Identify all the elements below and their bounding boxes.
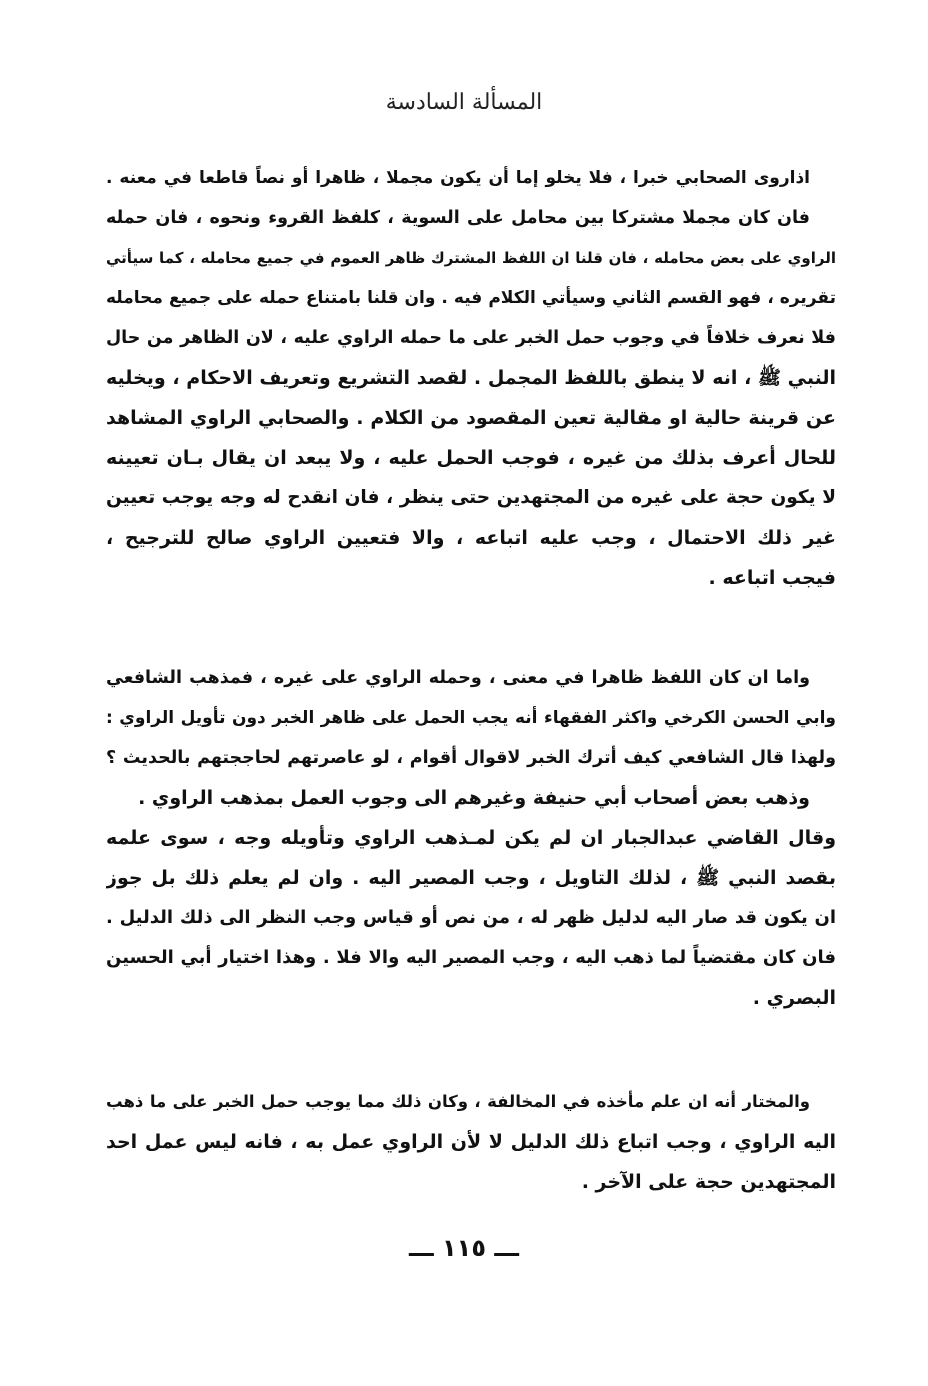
text-line: فان كان مقتضياً لما ذهب اليه ، وجب المصير اليه والا فلا . وهذا اختيار أبي الحسين [106,947,836,968]
text-line: ولهذا قال الشافعي كيف أترك الخبر لاقوال أقوام ، لو عاصرتهم لحاججتهم بالحديث ؟ [106,748,836,768]
text-line: والمختار أنه ان علم مأخذه في المخالفة ، وكان ذلك مما يوجب حمل الخبر على ما ذهب [106,1092,810,1111]
paragraph-3 [106,1082,836,1202]
text-line: وابي الحسن الكرخي واكثر الفقهاء أنه يجب الحمل على ظاهر الخبر دون تأويل الراوي : [106,708,836,728]
text-line: اليه الراوي ، وجب اتباع ذلك الدليل لا لأن الراوي عمل به ، فانه ليس عمل احد [106,1131,836,1153]
text-line: لا يكون حجة على غيره من المجتهدين حتى ينظر ، فان انقدح له وجه يوجب تعيين [106,487,836,508]
text-line: غير ذلك الاحتمال ، وجب عليه اتباعه ، والا فتعيين الراوي صالح للترجيح ، [106,527,836,549]
text-line: للحال أعرف بذلك من غيره ، فوجب الحمل عليه ، ولا يبعد ان يقال بـان تعيينه [106,447,836,469]
text-line: فان كان مجملا مشتركا بين محامل على السوية ، كلفظ القروء ونحوه ، فان حمله [106,208,810,228]
page-number: ـــ ١١٥ ـــ [409,1234,519,1262]
text-line: فيجب اتباعه . [708,567,836,589]
text-line: تقريره ، فهو القسم الثاني وسيأتي الكلام فيه . وان قلنا بامتناع حمله على جميع محامله [106,288,836,308]
text-line: فلا نعرف خلافاً في وجوب حمل الخبر على ما حمله الراوي عليه ، لان الظاهر من حال [106,328,836,348]
text-line: وذهب بعض أصحاب أبي حنيفة وغيرهم الى وجوب العمل بمذهب الراوي . [138,787,810,809]
text-line: اذاروى الصحابي خبرا ، فلا يخلو إما أن يكون مجملا ، ظاهرا أو نصاً قاطعا في معنه . [106,168,810,188]
paragraph-2 [106,658,836,1018]
text-line: عن قرينة حالية او مقالية تعين المقصود من الكلام . والصحابي الراوي المشاهد [106,407,836,429]
text-line: وقال القاضي عبدالجبار ان لم يكن لمـذهب الراوي وتأويله وجه ، سوى علمه [106,827,836,849]
text-line: البصري . [752,987,836,1009]
text-line: النبي ﷺ ، انه لا ينطق باللفظ المجمل . لقصد التشريع وتعريف الاحكام ، ويخليه [106,367,836,389]
text-line: واما ان كان اللفظ ظاهرا في معنى ، وحمله الراوي على غيره ، فمذهب الشافعي [106,668,810,688]
paragraph-1 [106,158,836,598]
text-line: ان يكون قد صار اليه لدليل ظهر له ، من نص أو قياس وجب النظر الى ذلك الدليل . [106,907,836,928]
text-line: الراوي على بعض محامله ، فان قلنا ان اللفظ المشترك ظاهر العموم في جميع محامله ، كما سيأتي [106,249,836,267]
text-line: المجتهدين حجة على الآخر . [581,1171,836,1193]
page-header-title: المسألة السادسة [385,90,543,115]
text-line: بقصد النبي ﷺ ، لذلك التاويل ، وجب المصير اليه . وان لم يعلم ذلك بل جوز [106,867,836,889]
